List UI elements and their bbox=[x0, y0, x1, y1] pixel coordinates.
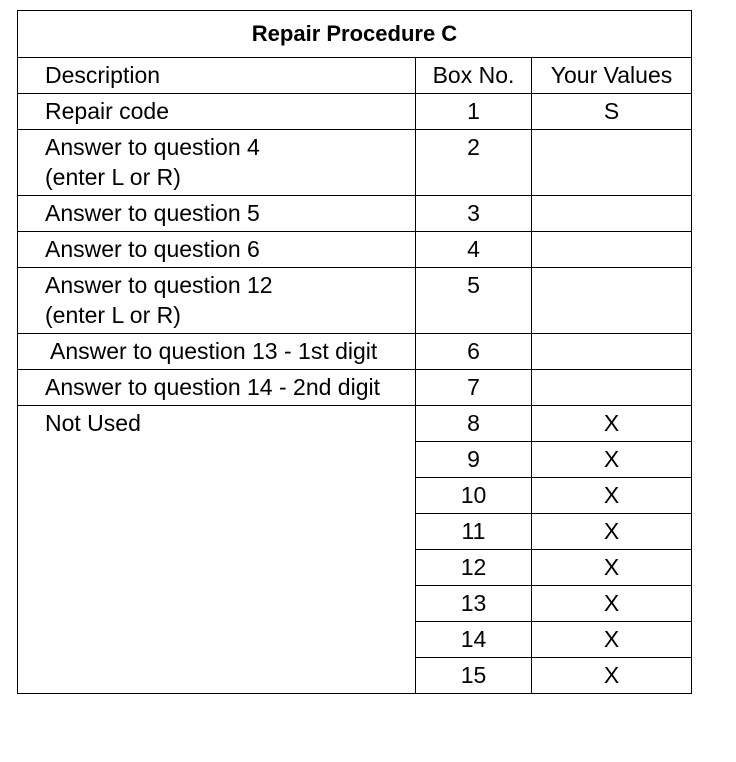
header-row bbox=[18, 58, 692, 94]
row-box-no: 13 bbox=[416, 586, 532, 622]
header-box-no: Box No. bbox=[416, 58, 532, 94]
table-row bbox=[18, 268, 692, 334]
row-value: X bbox=[532, 658, 692, 694]
row-value bbox=[532, 196, 692, 232]
row-box-no: 8 bbox=[416, 406, 532, 442]
table-row bbox=[18, 334, 692, 370]
table-row bbox=[18, 130, 692, 196]
row-box-no: 9 bbox=[416, 442, 532, 478]
row-box-no: 2 bbox=[416, 130, 532, 196]
row-value: X bbox=[532, 514, 692, 550]
header-description: Description bbox=[18, 58, 416, 94]
row-value: S bbox=[532, 94, 692, 130]
row-box-no: 5 bbox=[416, 268, 532, 334]
row-value: X bbox=[532, 478, 692, 514]
table-row bbox=[18, 94, 692, 130]
row-value: X bbox=[532, 442, 692, 478]
row-value bbox=[532, 232, 692, 268]
row-box-no: 12 bbox=[416, 550, 532, 586]
row-value: X bbox=[532, 586, 692, 622]
row-value: X bbox=[532, 550, 692, 586]
row-value bbox=[532, 334, 692, 370]
row-box-no: 3 bbox=[416, 196, 532, 232]
row-description: Answer to question 4 (enter L or R) bbox=[18, 130, 416, 196]
row-value bbox=[532, 370, 692, 406]
row-box-no: 7 bbox=[416, 370, 532, 406]
table-row bbox=[18, 196, 692, 232]
header-your-values: Your Values bbox=[532, 58, 692, 94]
row-box-no: 15 bbox=[416, 658, 532, 694]
row-box-no: 1 bbox=[416, 94, 532, 130]
row-box-no: 6 bbox=[416, 334, 532, 370]
table-row bbox=[18, 406, 692, 442]
table-row bbox=[18, 370, 692, 406]
table-row bbox=[18, 232, 692, 268]
row-box-no: 4 bbox=[416, 232, 532, 268]
row-description: Answer to question 12 (enter L or R) bbox=[18, 268, 416, 334]
repair-procedure-table bbox=[17, 10, 692, 694]
row-box-no: 10 bbox=[416, 478, 532, 514]
row-description: Answer to question 13 - 1st digit bbox=[18, 334, 416, 370]
not-used-label: Not Used bbox=[18, 406, 416, 694]
row-description: Repair code bbox=[18, 94, 416, 130]
row-description: Answer to question 5 bbox=[18, 196, 416, 232]
row-description: Answer to question 14 - 2nd digit bbox=[18, 370, 416, 406]
row-value: X bbox=[532, 622, 692, 658]
row-value: X bbox=[532, 406, 692, 442]
row-description: Answer to question 6 bbox=[18, 232, 416, 268]
row-box-no: 11 bbox=[416, 514, 532, 550]
table-title: Repair Procedure C bbox=[18, 11, 692, 58]
row-box-no: 14 bbox=[416, 622, 532, 658]
row-value bbox=[532, 130, 692, 196]
row-value bbox=[532, 268, 692, 334]
